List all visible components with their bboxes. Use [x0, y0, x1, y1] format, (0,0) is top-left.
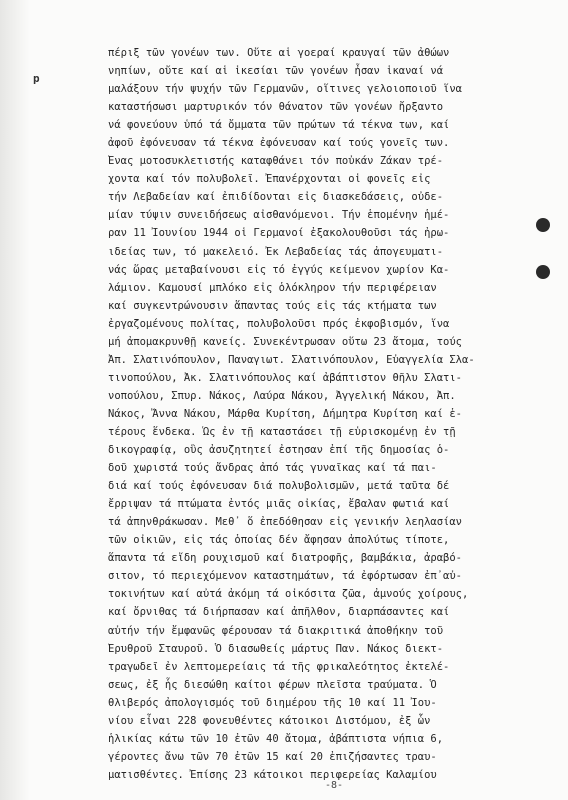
text-line: ιδείας των, τό μακελειό. Ἐκ Λεβαδείας τάς ἀπογευματι- [108, 245, 444, 258]
text-line: νοπούλου, Σπυρ. Νάκος, Λαύρα Νάκου, Ἀγγελική Νάκου, Ἀπ. [108, 389, 456, 402]
text-line: ραν 11 Ἰουνίου 1944 οἱ Γερμανοί ἐξακολουθοῦσι τάς ἠρω- [108, 227, 450, 240]
text-line: νάς ὥρας μεταβαίνουσι εἰς τό ἐγγύς κείμενον χωρίον Κα- [108, 263, 450, 276]
text-line: Ἐρυθροῦ Σταυροῦ. Ὁ διασωθείς μάρτυς Παν. Νάκος διεκτ- [108, 642, 444, 655]
text-line: τινοπούλου, Ἀκ. Σλατινόπουλος καί ἀβάπτιστον θῆλυ Σλατι- [108, 371, 463, 384]
text-line: τέρους ἕνδεκα. Ὡς ἐν τῇ καταστάσει τῇ εὑρισκομένῃ ἐν τῇ [108, 425, 456, 438]
text-line: δοῦ χωριστά τούς ἄνδρας ἀπό τάς γυναῖκας καί τά παι- [108, 462, 437, 475]
text-line: τραγωδεῖ ἐν λεπτομερείαις τά τῆς φρικαλεότητος ἐκτελέ- [108, 660, 450, 673]
text-line: σιτον, τό περιεχόμενον καταστημάτων, τά ἐφόρτωσαν ἐπ᾽αὐ- [108, 570, 463, 583]
text-line: ἅπαντα τά εἴδη ρουχισμοῦ καί διατροφῆς, βαμβάκια, ἀραβό- [108, 552, 463, 565]
text-line: καταστήσωσι μαρτυρικόν τόν θάνατον τῶν γονέων ἤρξαντο [108, 101, 444, 114]
text-line: μαλάξουν τήν ψυχήν τῶν Γερμανῶν, οἵτινες γελοιοποιοῦ ἵνα [108, 83, 463, 96]
text-line: ἐργαζομένους πολίτας, πολυβολοῦσι πρός ἐκφοβισμόν, ἵνα [108, 317, 450, 330]
text-line: νά φονεύουν ὑπό τά ὄμματα τῶν πρώτων τά τέκνα των, καί [108, 119, 450, 132]
scan-shadow-edge [0, 0, 30, 800]
text-line: μίαν τύψιν συνειδήσεως αἰσθανόμενοι. Τήν ἑπομένην ἡμέ- [108, 209, 450, 222]
page-footer-mark: -8- [325, 780, 344, 791]
text-line: καί ὄρνιθας τά διήρπασαν καί ἀπῆλθον, διαρπάσαντες καί [108, 606, 450, 619]
text-line: σεως, ἐξ ἧς διεσώθη καίτοι φέρων πλεῖστα τραύματα. Ὁ [108, 678, 437, 691]
text-line: αὐτήν τήν ἔμφανῶς φέρουσαν τά διακριτικά ἀποθήκην τοῦ [108, 624, 444, 637]
text-line: λάμιον. Καμουσί μπλόκο εἰς ὁλόκληρον τήν περιφέρειαν [108, 281, 437, 294]
text-line: ἔρριψαν τά πτώματα ἐντός μιᾶς οἰκίας, ἔβαλαν φωτιά καί [108, 498, 450, 511]
text-line: θλιβερός ἀπολογισμός τοῦ διημέρου τῆς 10 καί 11 Ἰου- [108, 696, 437, 709]
margin-mark: p [33, 72, 40, 85]
text-line: τοκινήτων καί αὐτά ἀκόμη τά οἰκόσιτα ζῶα, ἀμνούς χοίρους, [108, 588, 469, 601]
text-line: τῶν οἰκιῶν, εἰς τάς ὁποίας δέν ἄφησαν ἀπολύτως τίποτε, [108, 534, 450, 547]
text-line: πέριξ τῶν γονέων των. Οὔτε αἱ γοεραί κραυγαί τῶν ἀθώων [108, 47, 450, 59]
text-line: Ἕνας μοτοσυκλετιστής καταφθάνει τόν ποὐκάν Ζάκαν τρέ- [108, 155, 444, 168]
text-line: τήν Λεβαδείαν καί ἐπιδίδονται εἰς διασκεδάσεις, οὐδε- [108, 191, 444, 204]
text-line: γέροντες ἄνω τῶν 70 ἐτῶν 15 καί 20 ἐπιζήσαντες τραυ- [108, 750, 437, 763]
text-line: τά ἀπηνθράκωσαν. Μεθ᾽ ὅ ἐπεδόθησαν εἰς γενικήν λεηλασίαν [108, 516, 463, 529]
text-line: ματισθέντες. Ἐπίσης 23 κάτοικοι περιφερείας Καλαμίου [108, 768, 437, 781]
text-line: καί συγκεντρώνουσιν ἅπαντας τούς εἰς τάς κτήματα των [108, 299, 437, 312]
body-text [108, 44, 548, 784]
text-line: χοντα καί τόν πολυβολεῖ. Ἐπανέρχονται οἱ φονεῖς εἰς [108, 173, 431, 186]
text-line: ἡλικίας κάτω τῶν 10 ἐτῶν 40 ἄτομα, ἀβάπτιστα νήπια 6, [108, 732, 444, 745]
text-line: μή ἀπομακρυνθῇ κανείς. Συνεκέντρωσαν οὕτω 23 ἄτομα, τούς [108, 335, 463, 348]
text-line: νηπίων, οὔτε καί αἱ ἱκεσίαι τῶν γονέων ἦσαν ἱκαναί νά [108, 65, 444, 78]
text-line: διά καί τούς ἐφόνευσαν διά πολυβολισμῶν, μετά ταῦτα δέ [108, 480, 450, 493]
text-line: Νάκος, Ἄννα Νάκου, Μάρθα Κυρίτση, Δήμητρα Κυρίτση καί ἑ- [108, 407, 463, 420]
text-line: Ἀπ. Σλατινόπουλον, Παναγιωτ. Σλατινόπουλον, Εὐαγγελία Σλα- [108, 353, 475, 366]
text-line: νίου εἶναι 228 φονευθέντες κάτοικοι Διστόμου, ἐξ ὧν [108, 714, 431, 727]
text-line: δικογραφίᾳ, οὓς ἀσυζητητεί ἐστησαν ἐπί τῆς δημοσίας ὁ- [108, 444, 450, 457]
text-line: ἀφοῦ ἐφόνευσαν τά τέκνα ἐφόνευσαν καί τούς γονεῖς των. [108, 137, 450, 150]
